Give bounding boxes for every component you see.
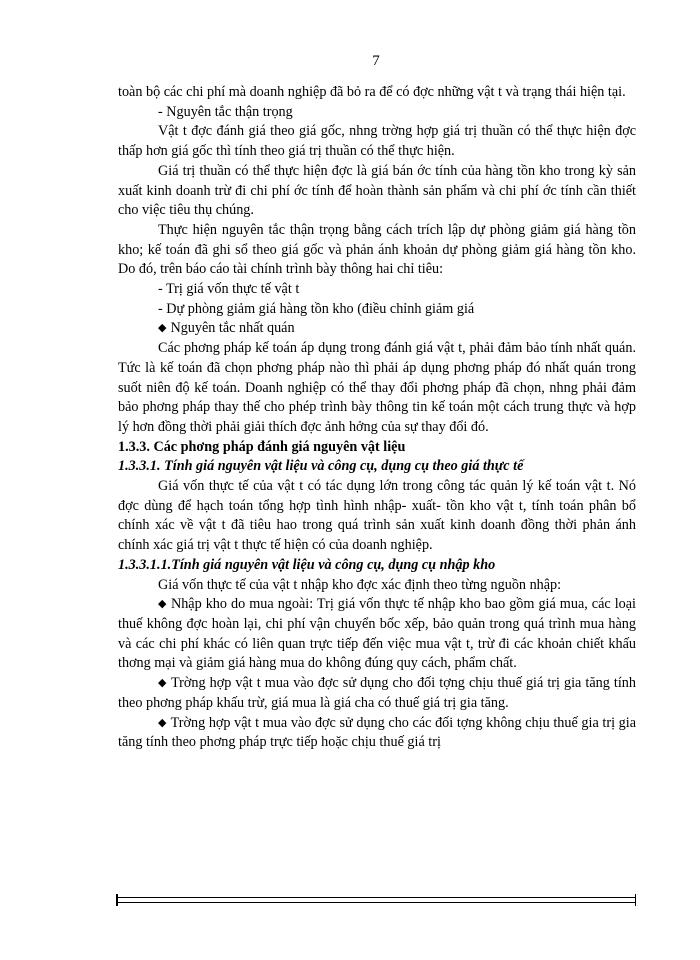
paragraph: Thực hiện nguyên tắc thận trọng bằng cách trích lập dự phòng giảm giá hàng tồn kho; kế toán đã ghi sổ theo giá gốc và phản ánh khoản dự phòng giảm giá hàng tồn kho. Do đó, trên báo cáo tài chính trình bày thông hai chỉ tiêu: — [118, 221, 636, 278]
list-item: - Dự phòng giảm giá hàng tồn kho (điều chỉnh giảm giá — [158, 300, 475, 317]
paragraph: Vật t đợc đánh giá theo giá gốc, nhng trờng hợp giá trị thuần có thể thực hiện đợc thấp hơn giá gốc thì tính theo giá trị thuần có thể thực hiện. — [118, 123, 636, 160]
footer-rule — [116, 897, 636, 903]
paragraph: toàn bộ các chi phí mà doanh nghiệp đã bỏ ra để có đợc những vật t và trạng thái hiện tại. — [118, 84, 626, 100]
section-heading: 1.3.3. Các phơng pháp đánh giá nguyên vật liệu — [118, 438, 406, 455]
bullet-paragraph — [118, 595, 636, 674]
bullet-text: Nguyên tắc nhất quán — [170, 320, 295, 337]
body-text — [118, 83, 636, 753]
paragraph: Giá vốn thực tế của vật t có tác dụng lớn trong công tác quản lý kế toán vật t. Nó đợc dùng để hạch toán tổng hợp tình hình nhập- xuất- tồn kho vật t, tính toán phân bổ chính xác về vật t đã tiêu hao trong quá trình sản xuất kinh doanh đồng thời phản ánh chính xác giá trị vật t thực tế hiện có của doanh nghiệp. — [118, 478, 636, 554]
subsection-heading: 1.3.3.1. Tính giá nguyên vật liệu và công cụ, dụng cụ theo giá thực tế — [118, 458, 524, 475]
bullet-paragraph — [118, 674, 636, 713]
paragraph: Giá vốn thực tế của vật t nhập kho đợc xác định theo từng nguồn nhập: — [158, 576, 562, 593]
subsubsection-heading: 1.3.3.1.1.Tính giá nguyên vật liệu và công cụ, dụng cụ nhập kho — [118, 556, 496, 573]
bullet-text: Trờng hợp vật t mua vào đợc sử dụng cho đối tợng chịu thuế giá trị gia tăng tính theo phơng pháp khấu trừ, giá mua là giá cha có thuế giá trị gia tăng. — [118, 675, 636, 711]
bullet-item — [118, 319, 636, 339]
paragraph: Các phơng pháp kế toán áp dụng trong đánh giá vật t, phải đảm bảo tính nhất quán. Tức là kế toán đã chọn phơng pháp nào thì phải áp dụng phơng pháp đó nhất quán trong suốt niên độ kế toán. Doanh nghiệp có thể thay đổi phơng pháp đã chọn, nhng phải đảm bảo phơng pháp thay thế cho phép trình bày thông tin kế toán một cách trung thực và hợp lý hơn đồng thời phải giải thích đợc ảnh hởng của sự thay đổi đó. — [118, 340, 636, 435]
diamond-bullet-icon: ◆ — [158, 677, 167, 690]
paragraph: Giá trị thuần có thể thực hiện đợc là giá bán ớc tính của hàng tồn kho trong kỳ sản xuất kinh doanh trừ đi chi phí ớc tính để hoàn thành sản phẩm và chi phí ớc tính cần thiết cho việc tiêu thụ chúng. — [118, 162, 636, 219]
diamond-bullet-icon: ◆ — [158, 598, 167, 611]
page-number: 7 — [372, 53, 380, 69]
diamond-bullet-icon: ◆ — [158, 322, 167, 335]
principle-caution-label: - Nguyên tắc thận trọng — [158, 103, 293, 120]
list-item: - Trị giá vốn thực tế vật t — [158, 281, 300, 298]
bullet-text: Trờng hợp vật t mua vào đợc sử dụng cho các đối tợng không chịu thuế gia trị gia tăng tính theo phơng pháp trực tiếp hoặc chịu thuế giá trị — [118, 714, 636, 751]
bullet-text: Nhập kho do mua ngoài: Trị giá vốn thực tế nhập kho bao gồm giá mua, các loại thuế không đợc hoàn lại, chi phí vận chuyển bốc xếp, bảo quản trong quá trình mua hàng và các chi phí khác có liên quan trực tiếp đến việc mua vật t, trừ đi các khoản chiết khấu thơng mại và giảm giá hàng mua do không đúng quy cách, phẩm chất. — [118, 596, 637, 672]
bullet-paragraph — [118, 714, 636, 753]
diamond-bullet-icon: ◆ — [158, 716, 167, 729]
